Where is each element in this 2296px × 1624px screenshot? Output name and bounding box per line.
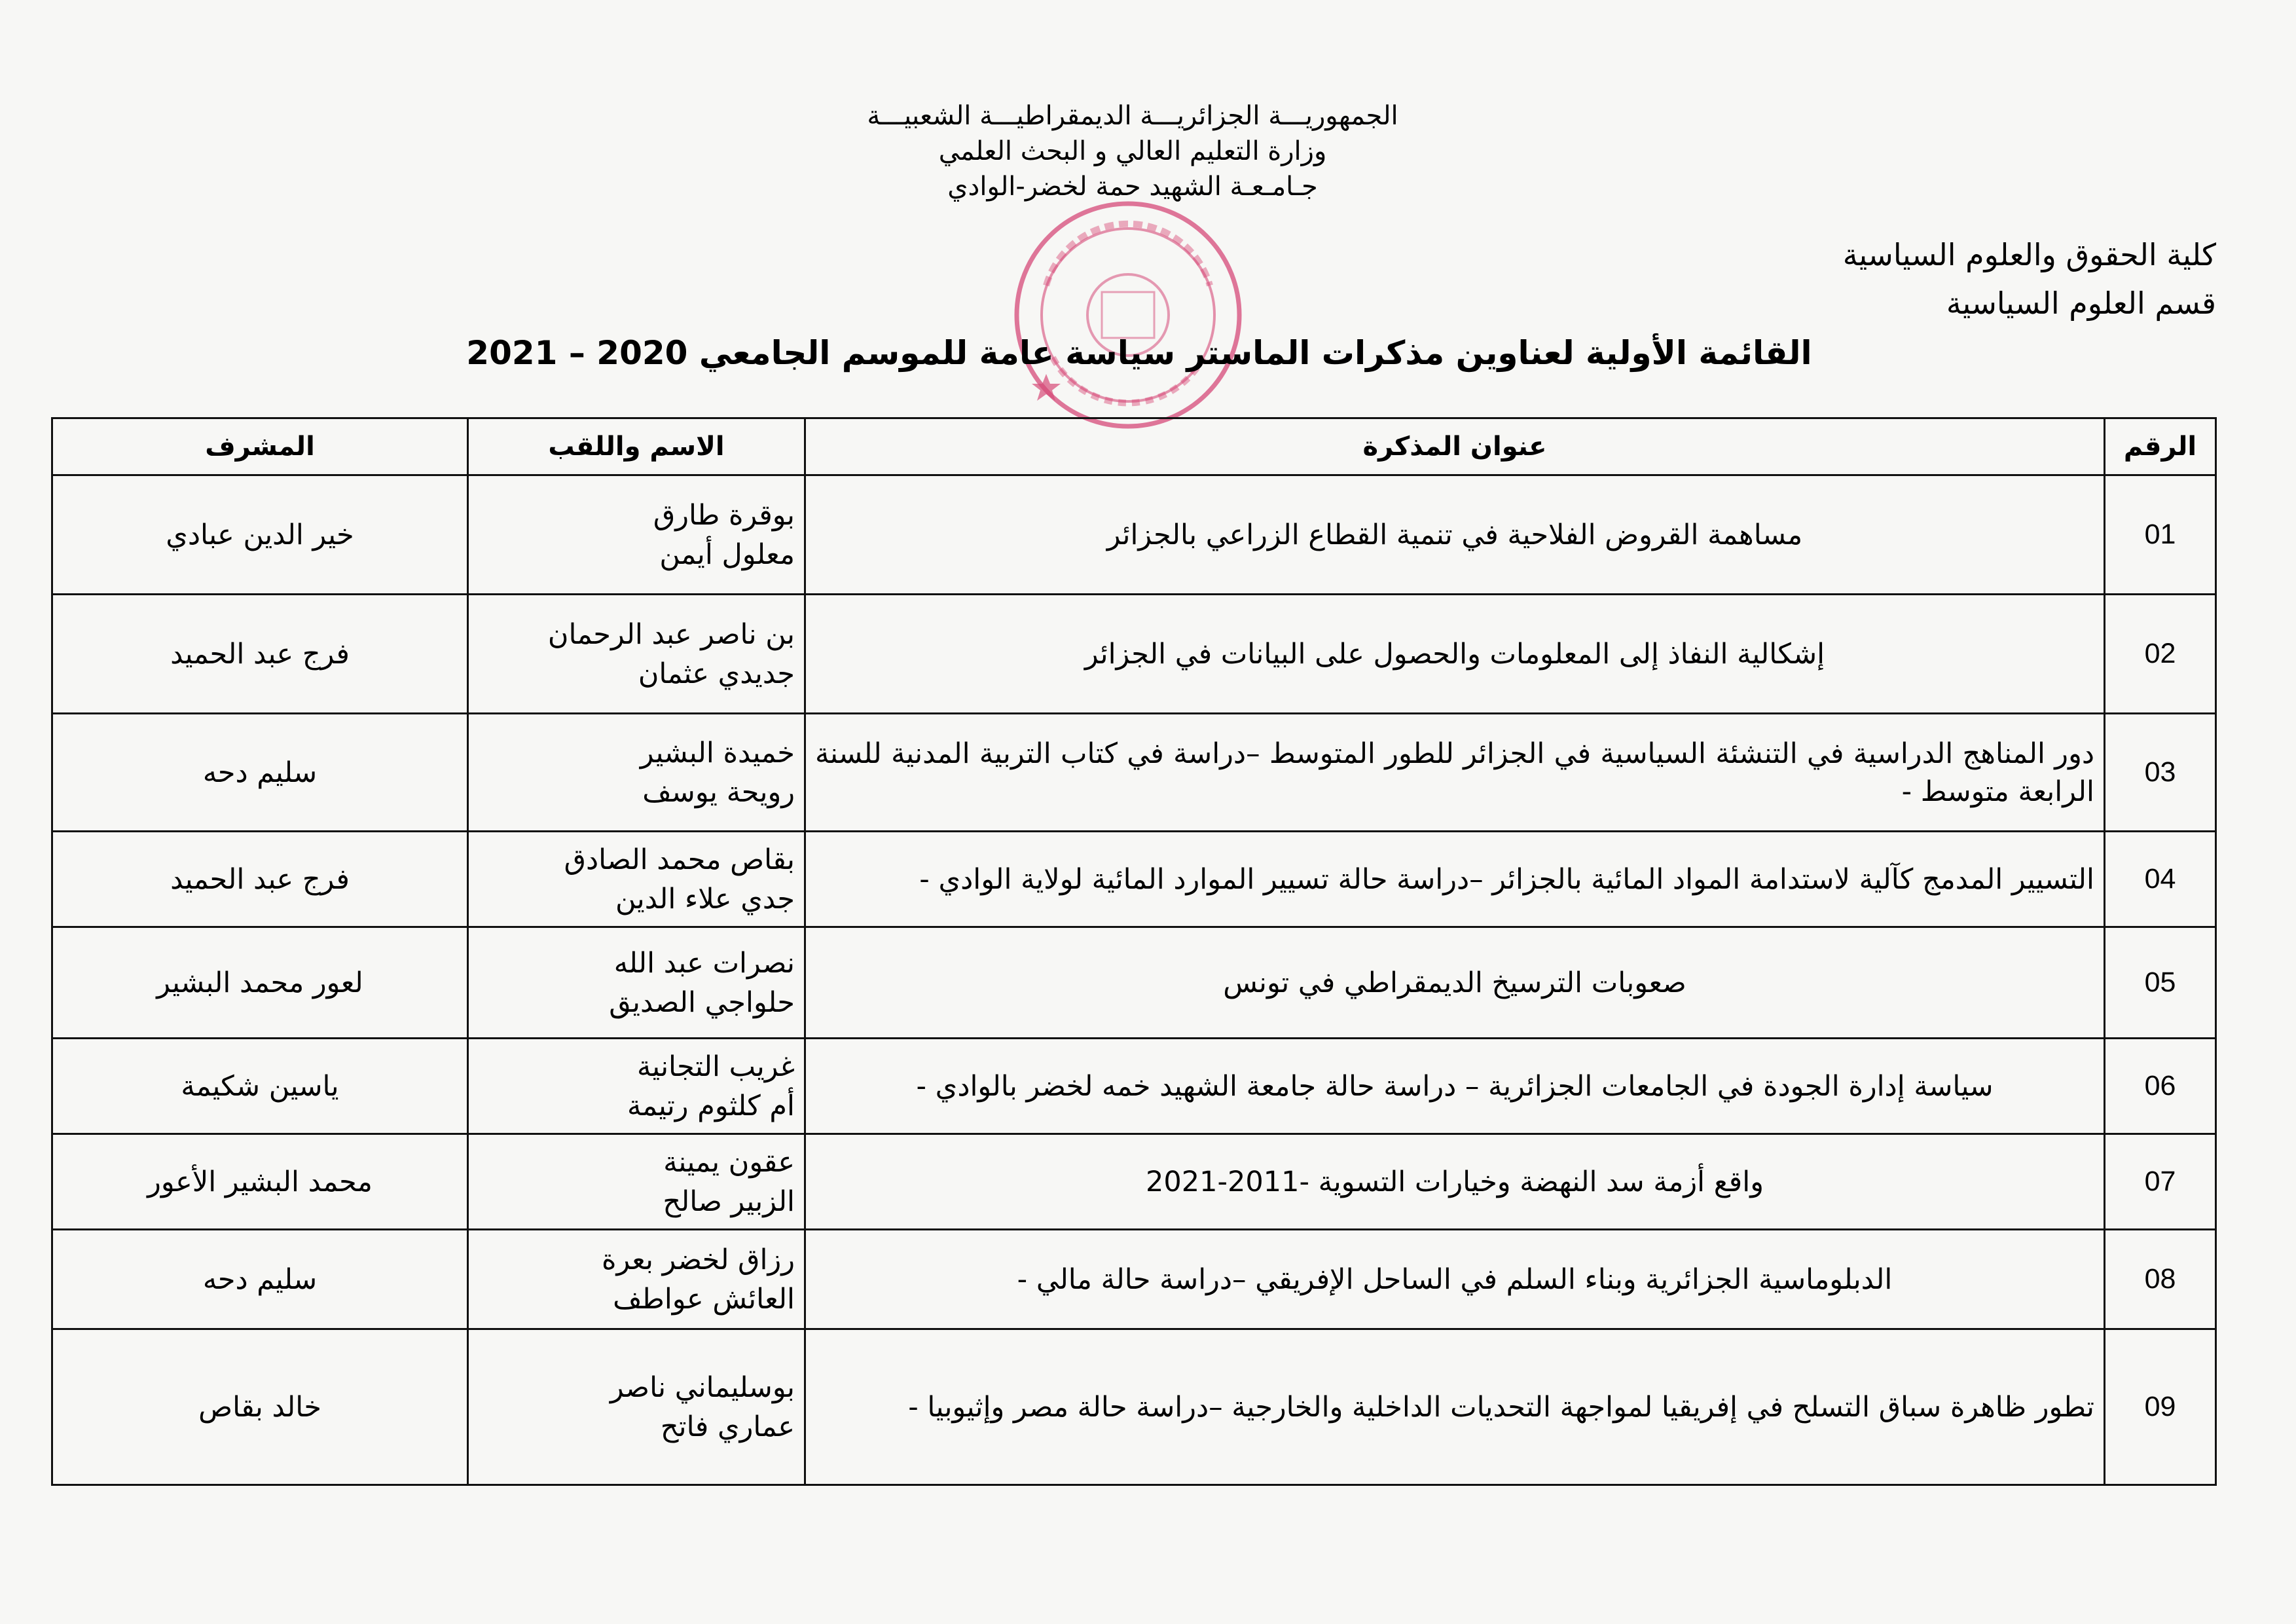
row-title: واقع أزمة سد النهضة وخيارات التسوية -2011-2021 <box>805 1134 2105 1230</box>
student-name: عماري فاتح <box>660 1410 795 1443</box>
table-row <box>52 1039 2216 1134</box>
row-number: 01 <box>2105 475 2216 595</box>
row-supervisor: سليم دحه <box>52 714 468 832</box>
official-header <box>753 98 1512 204</box>
row-students <box>468 1039 805 1134</box>
row-students <box>468 1230 805 1329</box>
row-students <box>468 1134 805 1230</box>
row-students <box>468 595 805 714</box>
student-name: معلول أيمن <box>659 538 795 571</box>
row-supervisor: فرج عبد الحميد <box>52 832 468 927</box>
student-name: أم كلثوم رتيمة <box>627 1089 795 1122</box>
university-line: جـامـعـة الشهيد حمة لخضر-الوادي <box>947 172 1318 202</box>
table-row <box>52 714 2216 832</box>
ministry-line: وزارة التعليم العالي و البحث العلمي <box>938 136 1327 166</box>
student-name: العائش عواطف <box>613 1282 795 1316</box>
row-supervisor: خير الدين عبادي <box>52 475 468 595</box>
table-row <box>52 1230 2216 1329</box>
row-students <box>468 1329 805 1485</box>
row-number: 05 <box>2105 927 2216 1039</box>
student-name: غريب التجانية <box>637 1050 795 1083</box>
row-number: 08 <box>2105 1230 2216 1329</box>
student-name: الزبير صالح <box>663 1185 795 1218</box>
student-name: نصرات عبد الله <box>613 946 795 980</box>
student-name: حلواجي الصديق <box>609 986 795 1019</box>
row-number: 07 <box>2105 1134 2216 1230</box>
table-row <box>52 595 2216 714</box>
header-number: الرقم <box>2105 418 2216 475</box>
row-title: صعوبات الترسيخ الديمقراطي في تونس <box>805 927 2105 1039</box>
row-title: تطور ظاهرة سباق التسلح في إفريقيا لمواجهة التحديات الداخلية والخارجية –دراسة حالة مصر وإثيوبيا - <box>805 1329 2105 1485</box>
row-supervisor: خالد بقاص <box>52 1329 468 1485</box>
row-students <box>468 927 805 1039</box>
student-name: بن ناصر عبد الرحمان <box>547 618 795 651</box>
header-title: عنوان المذكرة <box>805 418 2105 475</box>
row-title: سياسة إدارة الجودة في الجامعات الجزائرية – دراسة حالة جامعة الشهيد خمه لخضر بالوادي - <box>805 1039 2105 1134</box>
table-row <box>52 1329 2216 1485</box>
student-name: بوقرة طارق <box>653 498 795 532</box>
document-title: القائمة الأولية لعناوين مذكرات الماستر سياسة عامة للموسم الجامعي 2020 – 2021 <box>466 334 1812 372</box>
table-row <box>52 1134 2216 1230</box>
row-supervisor: ياسين شكيمة <box>52 1039 468 1134</box>
student-name: جدي علاء الدين <box>615 882 795 915</box>
header-supervisor: المشرف <box>52 418 468 475</box>
row-number: 02 <box>2105 595 2216 714</box>
table-row <box>52 832 2216 927</box>
row-supervisor: محمد البشير الأعور <box>52 1134 468 1230</box>
row-number: 06 <box>2105 1039 2216 1134</box>
row-title: الدبلوماسية الجزائرية وبناء السلم في الساحل الإفريقي –دراسة حالة مالي - <box>805 1230 2105 1329</box>
student-name: بوسليماني ناصر <box>610 1371 795 1404</box>
thesis-table <box>51 417 2217 1486</box>
row-students <box>468 832 805 927</box>
row-title: دور المناهج الدراسية في التنشئة السياسية في الجزائر للطور المتوسط –دراسة في كتاب التربية المدنية للسنة الرابعة متوسط - <box>805 714 2105 832</box>
student-name: بقاص محمد الصادق <box>564 843 795 876</box>
row-supervisor: فرج عبد الحميد <box>52 595 468 714</box>
row-title: التسيير المدمج كآلية لاستدامة المواد المائية بالجزائر –دراسة حالة تسيير الموارد المائية لولاية الوادي - <box>805 832 2105 927</box>
header-students: الاسم واللقب <box>468 418 805 475</box>
university-stamp-icon <box>1007 194 1249 436</box>
table-row <box>52 475 2216 595</box>
row-number: 04 <box>2105 832 2216 927</box>
student-name: رزاق لخضر بعرة <box>601 1243 795 1276</box>
row-number: 09 <box>2105 1329 2216 1485</box>
student-name: عقون يمينة <box>663 1145 795 1179</box>
department-name: قسم العلوم السياسية <box>1946 286 2216 321</box>
student-name: رويحة يوسف <box>642 775 795 809</box>
row-students <box>468 475 805 595</box>
student-name: جديدي عثمان <box>638 657 795 690</box>
row-number: 03 <box>2105 714 2216 832</box>
row-supervisor: لعور محمد البشير <box>52 927 468 1039</box>
row-title: مساهمة القروض الفلاحية في تنمية القطاع الزراعي بالجزائر <box>805 475 2105 595</box>
republic-line: الجمهوريـــة الجزائريـــة الديمقراطيـــة الشعبيـــة <box>867 101 1398 131</box>
row-students <box>468 714 805 832</box>
faculty-name: كلية الحقوق والعلوم السياسية <box>1842 237 2216 272</box>
row-supervisor: سليم دحه <box>52 1230 468 1329</box>
table-header-row <box>52 418 2216 475</box>
student-name: خميدة البشير <box>640 736 795 769</box>
table-row <box>52 927 2216 1039</box>
row-title: إشكالية النفاذ إلى المعلومات والحصول على البيانات في الجزائر <box>805 595 2105 714</box>
